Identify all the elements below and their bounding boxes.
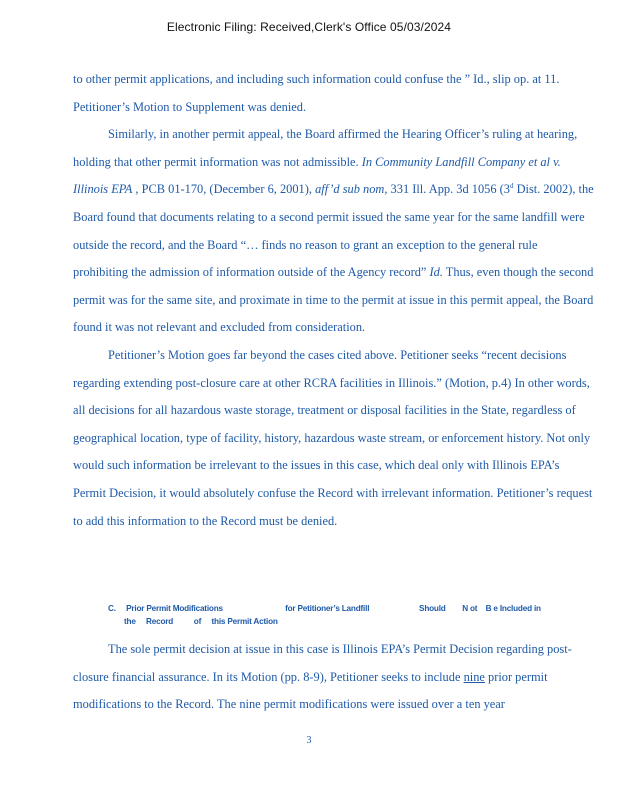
section-heading-line-1: C. Prior Permit Modifications for Petitioner’s Landfill Should N ot B e Included in xyxy=(108,604,541,613)
paragraph-2-text-c: , 331 Ill. App. 3d 1056 (3 xyxy=(384,182,510,197)
section-heading-line-2: the Record of this Permit Action xyxy=(124,617,278,626)
paragraph-2-text-b: , PCB 01-170, (December 6, 2001), xyxy=(132,182,316,197)
paragraph-4-text-b: prior permit modifications to the Record. The nine permit modifications were issued over a ten year xyxy=(73,669,548,712)
paragraph-2-text-a: Similarly, in another permit appeal, the Board affirmed the Hearing Officer’s ruling at hearing, holding that other permit information was not admissible. xyxy=(73,127,578,169)
case-citation: In Community Landfill Company et al v. Illinois EPA xyxy=(73,154,561,197)
paragraph-2-text-e: Thus, even though the second permit was for the same site, and proximate in time to the permit at issue in this permit appeal, the Board found it was not relevant and excluded from consideration. xyxy=(73,265,594,335)
document-body xyxy=(73,66,595,535)
document-body-continued xyxy=(73,636,595,719)
id-citation: Id. xyxy=(429,265,443,280)
paragraph-4 xyxy=(73,636,595,719)
electronic-filing-stamp: Electronic Filing: Received,Clerk's Office 05/03/2024 xyxy=(166,20,452,34)
underlined-nine: nine xyxy=(463,669,485,684)
paragraph-2 xyxy=(73,121,595,342)
paragraph-3: Petitioner’s Motion goes far beyond the cases cited above. Petitioner seeks “recent decisions regarding extending post-closure care at other RCRA facilities in Illinois.” (Motion, p.4) In other words, all decisions for all hazardous waste storage, treatment or disposal facilities in the State, regardless of geographical location, type of facility, history, hazardous waste stream, or enforcement history. Not only would such information be irrelevant to the issues in this case, which deal only with Illinois EPA’s Permit Decision, it would absolutely confuse the Record with irrelevant information. Petitioner’s request to add this information to the Record must be denied. xyxy=(73,347,593,528)
page-number: 3 xyxy=(306,735,312,746)
ordinal-superscript: d xyxy=(509,182,514,191)
paragraph-4-text-a: The sole permit decision at issue in this case is Illinois EPA’s Permit Decision regarding post-closure financial assurance. In its Motion (pp. 8-9), Petitioner seeks to include xyxy=(73,642,572,684)
affirmed-citation: aff’d sub nom xyxy=(315,182,385,197)
section-heading-c xyxy=(108,602,588,628)
paragraph-1: to other permit applications, and including such information could confuse the ” Id., slip op. at 11. Petitioner’s Motion to Supplement was denied. xyxy=(73,72,560,114)
paragraph-2-text-d: Dist. 2002), the Board found that documents relating to a second permit issued the same year for the same landfill were outside the record, and the Board “… finds no reason to grant an exception to the general rule prohibiting the admission of information outside of the Agency record” xyxy=(73,182,594,280)
